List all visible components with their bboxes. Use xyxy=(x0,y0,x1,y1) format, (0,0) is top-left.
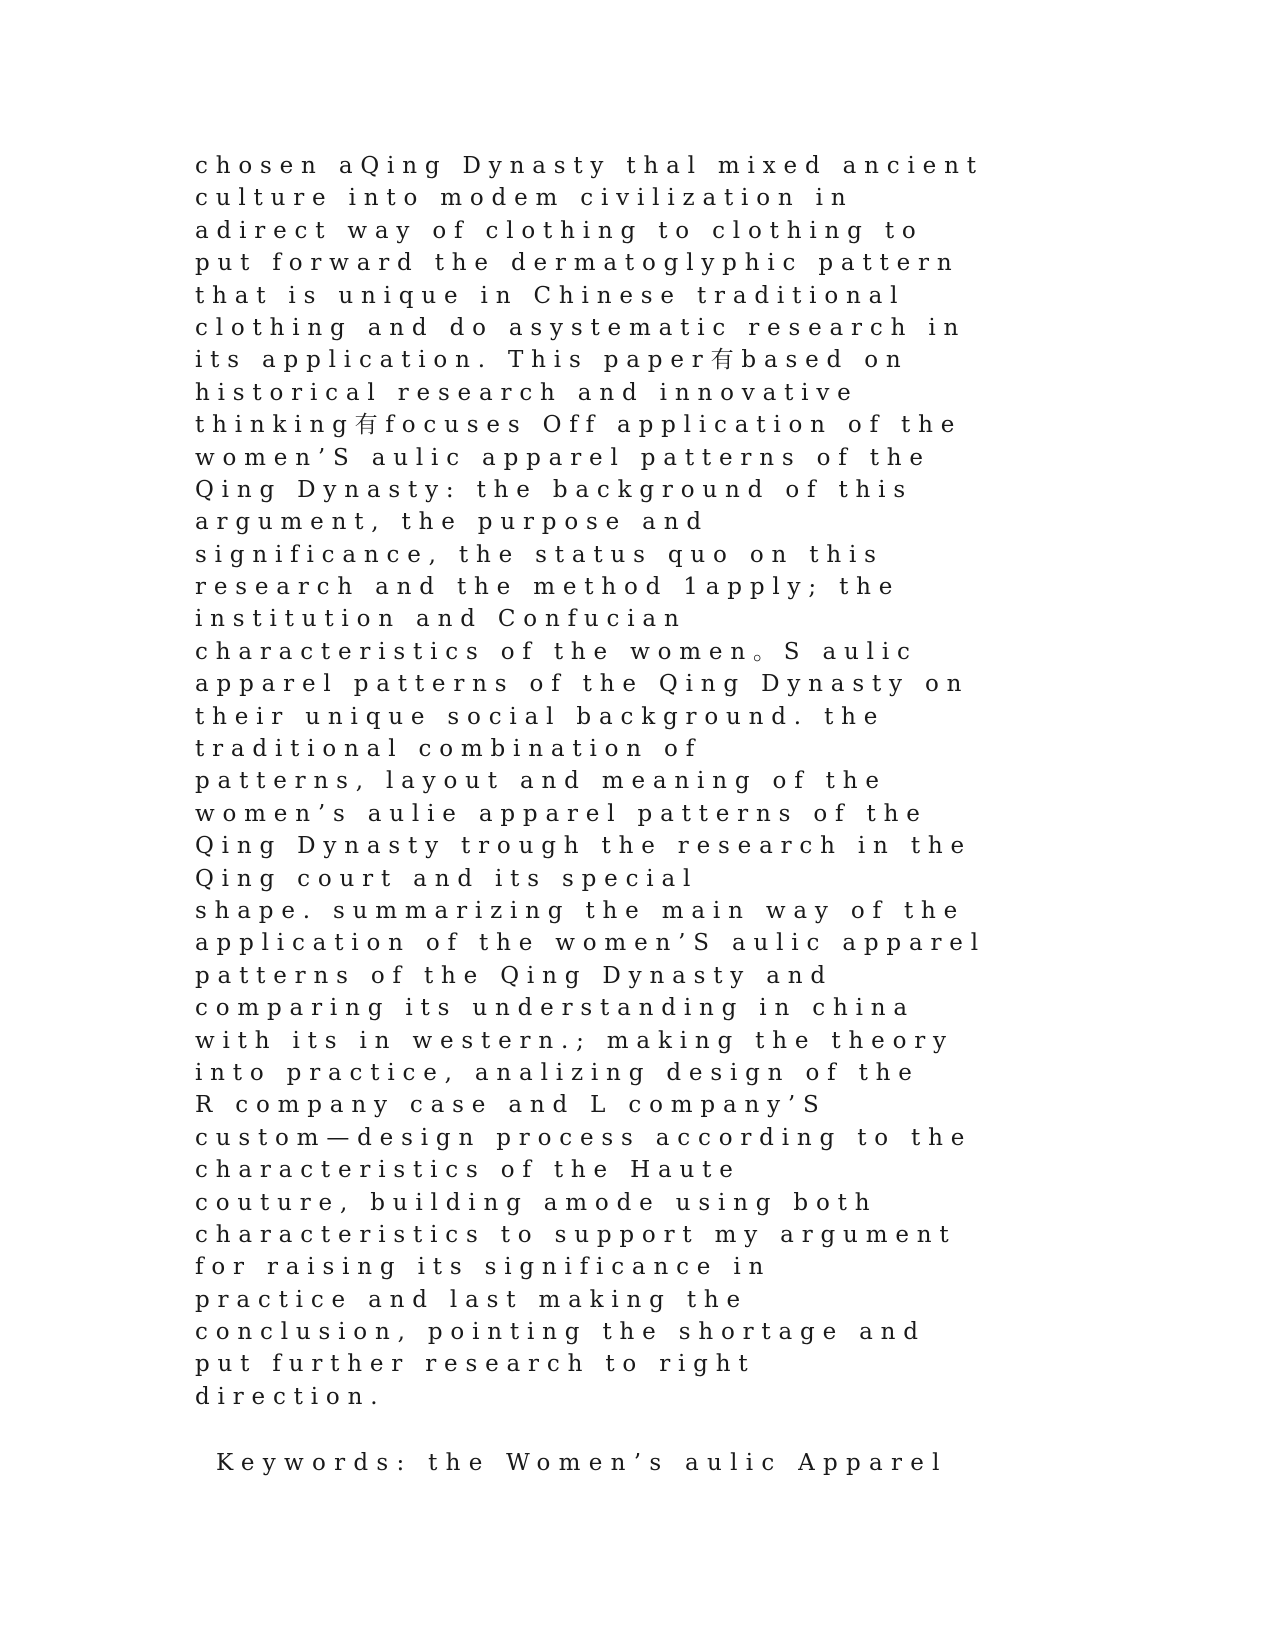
text-line: thinking有focuses Off application of the xyxy=(195,412,963,439)
text-line: custom—design process according to the xyxy=(195,1124,973,1151)
text-line: culture into modem civilization in xyxy=(195,185,854,212)
text-line: apparel patterns of the Qing Dynasty on xyxy=(195,671,970,698)
text-line: clothing and do asystematic research in xyxy=(195,314,967,341)
text-line: traditional combination of xyxy=(195,736,703,763)
text-line: with its in western.; making the theory xyxy=(195,1027,954,1054)
text-line: patterns of the Qing Dynasty and xyxy=(195,962,833,989)
text-line: research and the method 1apply; the xyxy=(195,574,901,601)
text-line: their unique social background. the xyxy=(195,703,886,730)
keywords-line: Keywords: the Women’s aulic Apparel xyxy=(216,1450,948,1476)
text-line: R company case and L company’S xyxy=(195,1092,827,1119)
text-line: Qing Dynasty: the background of this xyxy=(195,476,913,503)
text-line: put forward the dermatoglyphic pattern xyxy=(195,250,960,277)
text-line: comparing its understanding in china xyxy=(195,995,915,1022)
text-line: women’s aulie apparel patterns of the xyxy=(195,800,928,827)
text-line: Qing court and its special xyxy=(195,865,699,892)
text-line: Qing Dynasty trough the research in the xyxy=(195,833,972,860)
abstract-body xyxy=(195,150,1095,1413)
text-line: characteristics to support my argument xyxy=(195,1221,957,1248)
text-line: significance, the status quo on this xyxy=(195,541,884,568)
text-line: conclusion, pointing the shortage and xyxy=(195,1319,926,1346)
text-line: women’S aulic apparel patterns of the xyxy=(195,444,931,471)
text-line: for raising its significance in xyxy=(195,1254,772,1281)
text-line: patterns, layout and meaning of the xyxy=(195,768,887,795)
text-line: that is unique in Chinese traditional xyxy=(195,282,906,309)
text-line: historical research and innovative xyxy=(195,379,859,406)
text-line: its application. This paper有based on xyxy=(195,347,909,374)
text-line: characteristics of the women。S aulic xyxy=(195,638,918,665)
text-line: practice and last making the xyxy=(195,1286,748,1313)
text-line: characteristics of the Haute xyxy=(195,1157,741,1184)
text-line: put further research to right xyxy=(195,1351,756,1378)
text-line: adirect way of clothing to clothing to xyxy=(195,217,924,244)
text-line: direction. xyxy=(195,1383,386,1410)
text-line: chosen aQing Dynasty thal mixed ancient xyxy=(195,153,984,179)
text-line: into practice, analizing design of the xyxy=(195,1059,920,1086)
text-line: couture, building amode using both xyxy=(195,1189,878,1216)
text-line: institution and Confucian xyxy=(195,606,687,633)
text-line: argument, the purpose and xyxy=(195,509,709,536)
text-line: application of the women’S aulic apparel xyxy=(195,930,986,957)
text-line: shape. summarizing the main way of the xyxy=(195,897,966,924)
